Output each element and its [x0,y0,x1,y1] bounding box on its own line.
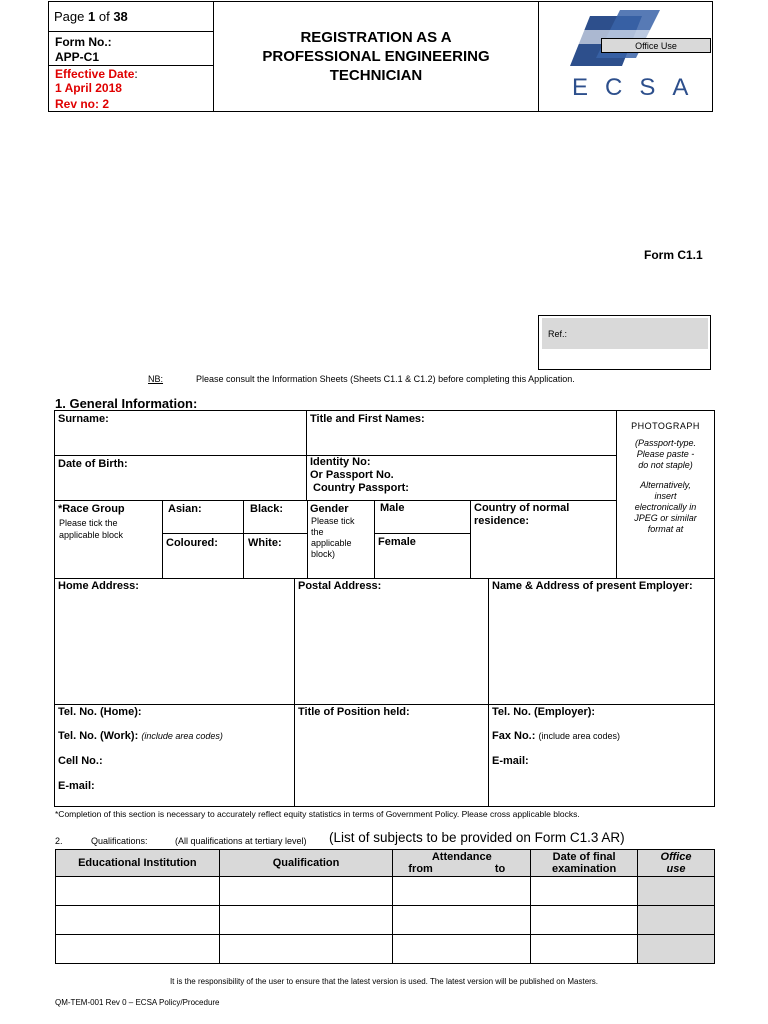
fax-label: Fax No.: (include area codes) [492,730,621,742]
cell-attendance[interactable] [393,877,531,906]
position-field[interactable] [295,720,487,805]
footer-responsibility: It is the responsibility of the user to ensure that the latest version is used. The latest version will be published on Masters. [169,977,599,986]
cell-exam-date[interactable] [531,877,638,906]
gender-note: Please tick the applicable block) [311,516,355,559]
col-office-use: Office use [638,850,715,877]
office-use-box: Office Use [601,38,711,53]
col-exam-date: Date of final examination [531,850,638,877]
id-label: Identity No: Or Passport No. Country Passport: [310,456,409,494]
gender-female[interactable]: Female [378,536,416,548]
rev-no: Rev no: 2 [55,97,110,111]
section2-note: (All qualifications at tertiary level) [175,836,307,846]
email-label: E-mail: [58,780,95,792]
postal-address-label: Postal Address: [298,580,382,592]
cell-qualification[interactable] [219,877,393,906]
cell-office-use [638,906,715,935]
cell-label: Cell No.: [58,755,103,767]
tel-employer-label: Tel. No. (Employer): [492,706,596,718]
effective-date-label: Effective Date: [55,67,138,81]
page-number: Page 1 of 38 [54,9,128,24]
photo-instructions: (Passport-type. Please paste - do not staple) Alternatively, insert electronically in JPEG or similar format at [634,438,697,534]
form-code: Form C1.1 [644,248,703,262]
cell-exam-date[interactable] [531,935,638,964]
title-names-label: Title and First Names: [310,413,425,425]
gender-male[interactable]: Male [380,502,405,514]
section2-big-note: (List of subjects to be provided on Form C1.3 AR) [329,830,625,845]
logo-text: ECSA [572,74,706,101]
title-names-field[interactable] [307,426,615,454]
cell-qualification[interactable] [219,935,393,964]
surname-label: Surname: [58,413,109,425]
page-title: REGISTRATION AS A PROFESSIONAL ENGINEERING TECHNICIAN [262,29,490,84]
photo-title: PHOTOGRAPH [631,421,700,431]
cell-institution[interactable] [56,906,220,935]
section2-number: 2. [55,836,63,846]
gender-label: Gender [310,503,349,515]
form-no: APP-C1 [55,50,100,64]
effective-date: 1 April 2018 [55,81,122,95]
col-attendance: Attendance from to [393,850,531,877]
header-divider [48,31,213,32]
nb-label: NB: [148,374,164,384]
section1-heading: 1. General Information: [55,396,198,411]
cell-attendance[interactable] [393,935,531,964]
cell-office-use [638,877,715,906]
header-divider [538,1,539,112]
dob-label: Date of Birth: [58,458,128,470]
col-institution: Educational Institution [56,850,220,877]
cell-qualification[interactable] [219,906,393,935]
table-row [56,877,715,906]
employer-label: Name & Address of present Employer: [492,580,693,592]
cell-institution[interactable] [56,877,220,906]
postal-address-field[interactable] [295,594,487,702]
surname-field[interactable] [55,426,305,454]
footer-doc-ref: QM-TEM-001 Rev 0 – ECSA Policy/Procedure [55,998,220,1007]
cell-office-use [638,935,715,964]
dob-field[interactable] [55,472,305,499]
race-note: Please tick the applicable block [59,518,124,540]
section2-label: Qualifications: [91,836,148,846]
ref-label: Ref.: [548,329,568,339]
nb-text: Please consult the Information Sheets (Sheets C1.1 & C1.2) before completing this Application. [196,374,575,384]
table-row [56,935,715,964]
race-asian[interactable]: Asian: [168,503,202,515]
position-label: Title of Position held: [298,706,410,718]
tel-work-label: Tel. No. (Work): (include area codes) [58,730,223,742]
race-black[interactable]: Black: [250,503,284,515]
home-address-label: Home Address: [58,580,139,592]
race-group-label: *Race Group [58,503,125,515]
qualifications-table [55,849,715,964]
col-qualification: Qualification [219,850,393,877]
equity-footnote: *Completion of this section is necessary to accurately reflect equity statistics in terms of Government Policy. Please cross applicable blocks. [55,809,580,819]
table-row [56,906,715,935]
race-coloured[interactable]: Coloured: [166,537,218,549]
header-divider [48,65,213,66]
cell-exam-date[interactable] [531,906,638,935]
cell-attendance[interactable] [393,906,531,935]
tel-home-label: Tel. No. (Home): [58,706,142,718]
race-white[interactable]: White: [248,537,282,549]
country-residence-label: Country of normal residence: [474,502,570,527]
cell-institution[interactable] [56,935,220,964]
form-no-label: Form No.: [55,35,112,49]
home-address-field[interactable] [55,594,293,702]
email2-label: E-mail: [492,755,529,767]
employer-field[interactable] [489,594,714,702]
